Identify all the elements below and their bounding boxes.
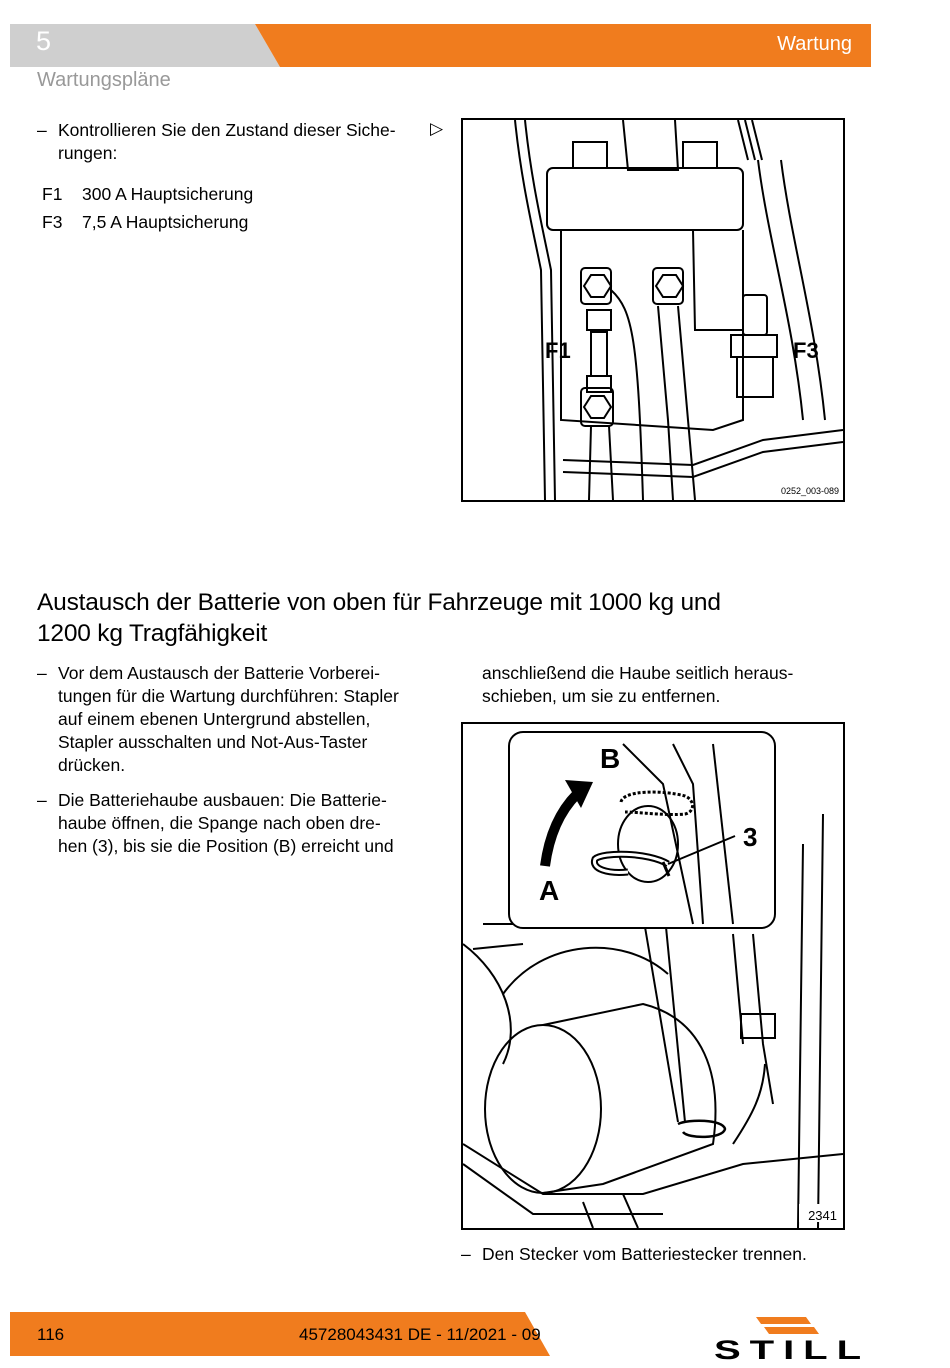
fuse-code: F3 xyxy=(42,212,63,232)
step-line: auf einem ebenen Untergrund abstellen, xyxy=(58,709,371,729)
step-line: Vor dem Austausch der Batterie Vorberei- xyxy=(58,663,380,683)
step-item xyxy=(37,662,437,777)
section-heading xyxy=(37,587,897,649)
page-number: 116 xyxy=(37,1325,65,1344)
bullet-dash: – xyxy=(37,120,47,140)
battery-cover-illustration xyxy=(463,724,843,1228)
header-bar xyxy=(10,24,871,67)
fuse-check-instruction xyxy=(37,119,427,165)
fuse-illustration xyxy=(463,120,843,500)
step-line: schieben, um sie zu entfernen. xyxy=(482,686,721,706)
step-line: tungen für die Wartung durchführen: Stapler xyxy=(58,686,399,706)
fuse-list-item xyxy=(0,183,430,206)
fuse-description: 300 A Hauptsicherung xyxy=(82,184,254,204)
instruction-line: Kontrollieren Sie den Zustand dieser Siche- xyxy=(58,120,396,140)
battery-cover-figure xyxy=(461,722,845,1230)
label-f1: F1 xyxy=(545,338,571,363)
step-line: Die Batteriehaube ausbauen: Die Batterie- xyxy=(58,790,387,810)
step-line: anschließend die Haube seitlich heraus- xyxy=(482,663,794,683)
bullet-dash: – xyxy=(37,790,47,810)
fuse-list-item xyxy=(0,211,430,234)
still-logo xyxy=(714,1311,874,1366)
figure-code: 2341 xyxy=(808,1208,837,1223)
fuse-figure xyxy=(461,118,845,502)
step-item xyxy=(37,789,437,858)
battery-steps-right xyxy=(482,662,882,708)
figure-code: 0252_003-089 xyxy=(780,486,839,496)
continue-arrow-icon: ▷ xyxy=(430,119,444,138)
step-line: Stapler ausschalten und Not-Aus-Taster xyxy=(58,732,368,752)
step-line: Den Stecker vom Batteriestecker trennen. xyxy=(482,1244,807,1264)
label-3: 3 xyxy=(743,822,758,852)
battery-steps-left xyxy=(37,662,437,858)
step-line: hen (3), bis sie die Position (B) erreicht und xyxy=(58,836,394,856)
bullet-dash: – xyxy=(461,1244,471,1264)
logo-text: STILL xyxy=(714,1335,870,1361)
section-title: Wartungspläne xyxy=(37,69,171,91)
step-line: drücken. xyxy=(58,755,126,775)
heading-line: Austausch der Batterie von oben für Fahrzeuge mit 1000 kg und xyxy=(37,589,721,616)
chapter-number: 5 xyxy=(36,26,52,56)
step-item xyxy=(461,1243,881,1266)
chapter-title: Wartung xyxy=(777,33,852,55)
label-a: A xyxy=(539,875,560,906)
label-f3: F3 xyxy=(793,338,819,363)
document-id: 45728043431 DE - 11/2021 - 09 xyxy=(299,1325,541,1344)
bullet-dash: – xyxy=(37,663,47,683)
step-line: haube öffnen, die Spange nach oben dre- xyxy=(58,813,381,833)
heading-line: 1200 kg Tragfähigkeit xyxy=(37,620,268,647)
fuse-description: 7,5 A Hauptsicherung xyxy=(82,212,249,232)
instruction-line: rungen: xyxy=(58,143,118,163)
fuse-code: F1 xyxy=(42,184,63,204)
label-b: B xyxy=(600,743,621,774)
